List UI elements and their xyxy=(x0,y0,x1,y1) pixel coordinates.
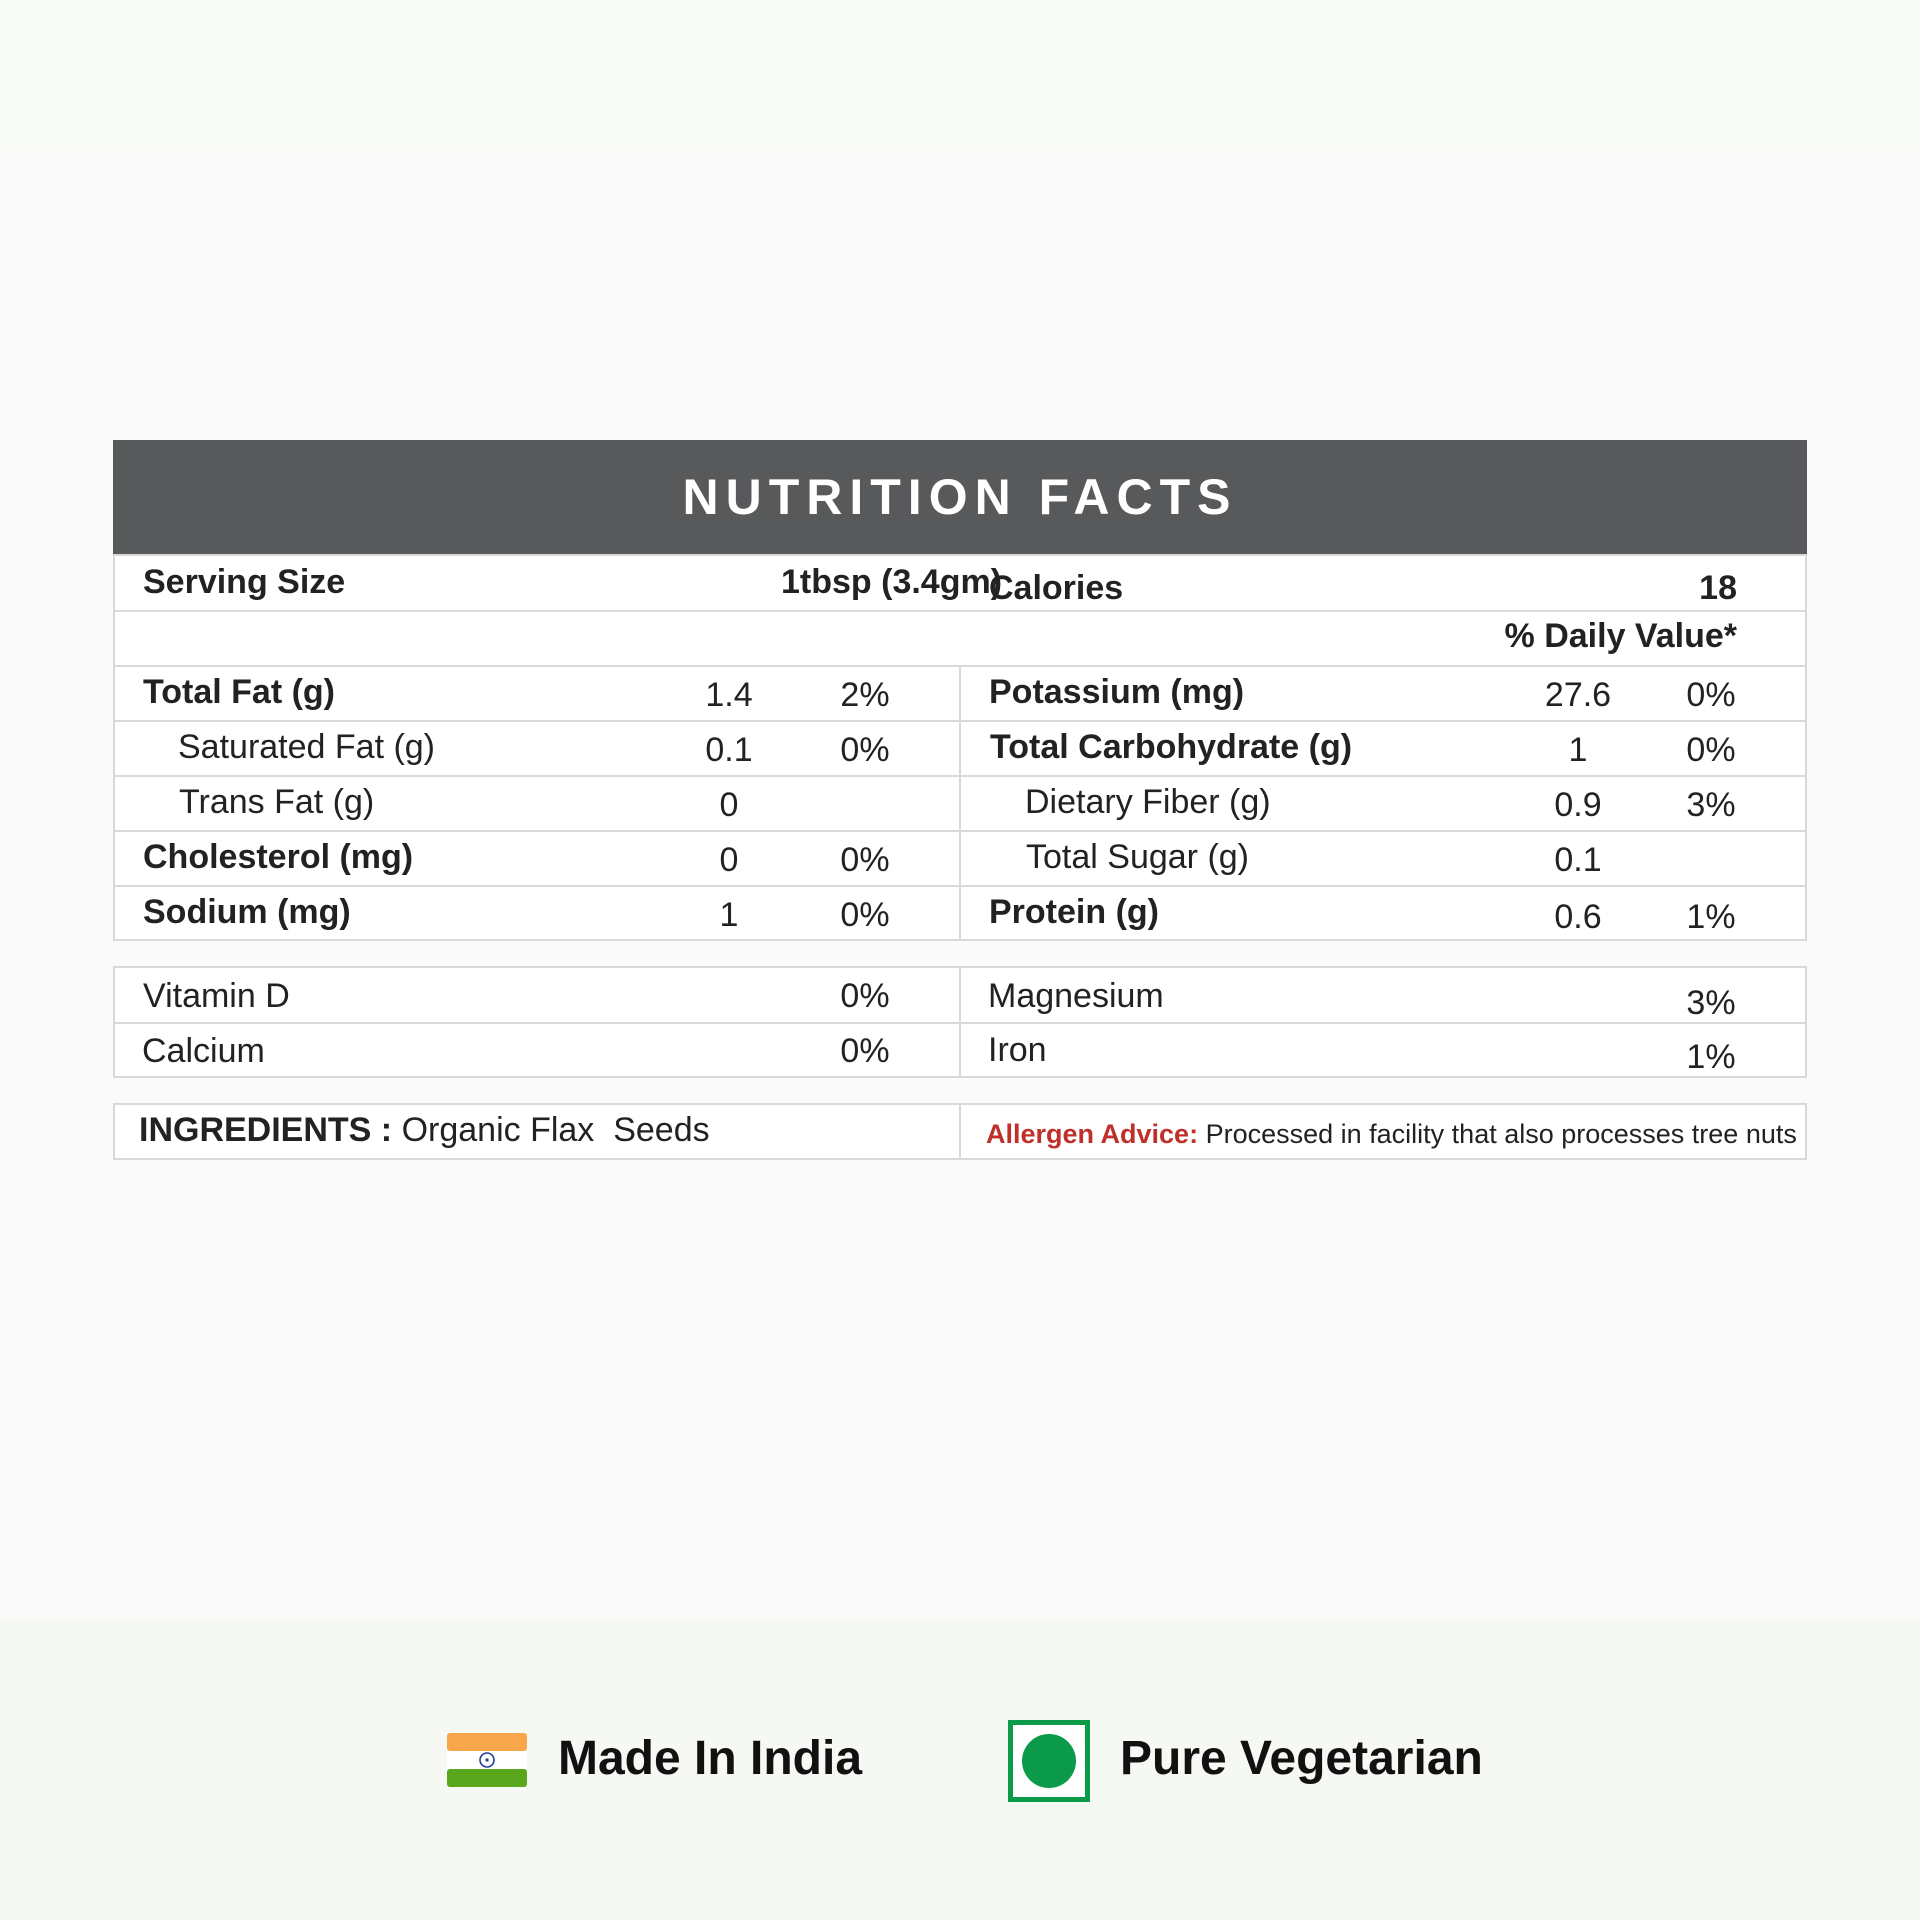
nutrient-amount: 0 xyxy=(719,841,739,879)
nutrient-label: Dietary Fiber (g) xyxy=(1025,783,1271,821)
nutrient-amount: 1.4 xyxy=(705,676,753,714)
serving-size-value: 1tbsp (3.4gm) xyxy=(781,563,1003,601)
divider xyxy=(115,610,1805,612)
ingredients-text xyxy=(139,1110,710,1150)
serving-section xyxy=(113,554,1807,667)
nutrient-amount: 0 xyxy=(719,786,739,824)
india-flag-icon xyxy=(447,1733,527,1787)
divider xyxy=(115,720,1805,722)
nutrients-table xyxy=(113,665,1807,941)
top-band xyxy=(0,0,1920,150)
divider xyxy=(959,667,961,939)
bottom-band xyxy=(0,1620,1920,1920)
nutrient-label: Total Carbohydrate (g) xyxy=(990,728,1353,766)
nutrient-label: Total Sugar (g) xyxy=(1026,838,1249,876)
vitamin-dv: 0% xyxy=(840,977,890,1015)
nutrient-dv: 0% xyxy=(840,896,890,934)
ingredients-label: INGREDIENTS : xyxy=(139,1111,393,1149)
ingredients-section xyxy=(113,1103,1807,1160)
nutrient-label: Potassium (mg) xyxy=(989,673,1245,711)
nutrient-dv: 0% xyxy=(1686,676,1736,714)
nutrient-label: Total Fat (g) xyxy=(143,673,335,711)
nutrient-dv: 3% xyxy=(1686,786,1736,824)
vitamins-table xyxy=(113,966,1807,1078)
daily-value-header: % Daily Value* xyxy=(1504,617,1737,655)
nutrient-label: Protein (g) xyxy=(989,893,1159,931)
nutrient-label: Cholesterol (mg) xyxy=(143,838,414,876)
allergen-text xyxy=(986,1114,1797,1154)
nutrient-amount: 0.9 xyxy=(1554,786,1602,824)
vitamin-label: Vitamin D xyxy=(143,977,290,1015)
nutrient-amount: 27.6 xyxy=(1544,676,1612,714)
vitamin-label: Calcium xyxy=(142,1032,265,1070)
nutrient-dv: 0% xyxy=(840,731,890,769)
vitamin-dv: 3% xyxy=(1686,984,1736,1022)
vitamin-dv: 1% xyxy=(1686,1038,1736,1076)
nutrient-amount: 1 xyxy=(719,896,739,934)
veg-mark-icon xyxy=(1008,1720,1090,1802)
allergen-label: Allergen Advice: xyxy=(986,1119,1199,1149)
divider xyxy=(115,830,1805,832)
pure-vegetarian-label: Pure Vegetarian xyxy=(1120,1732,1483,1785)
vitamin-label: Magnesium xyxy=(988,977,1164,1015)
nutrient-label: Sodium (mg) xyxy=(143,893,351,931)
vitamin-label: Iron xyxy=(988,1031,1047,1069)
divider xyxy=(115,885,1805,887)
ingredients-value: Organic Flax Seeds xyxy=(401,1111,710,1149)
divider xyxy=(115,775,1805,777)
nutrient-dv: 0% xyxy=(1686,731,1736,769)
nutrient-label: Trans Fat (g) xyxy=(179,783,375,821)
nutrition-facts-title: NUTRITION FACTS xyxy=(113,440,1807,554)
nutrient-dv: 1% xyxy=(1686,898,1736,936)
made-in-india-label: Made In India xyxy=(558,1732,863,1785)
nutrient-dv: 2% xyxy=(840,676,890,714)
nutrient-amount: 0.1 xyxy=(705,731,753,769)
serving-size-label: Serving Size xyxy=(143,563,346,601)
nutrient-dv: 0% xyxy=(840,841,890,879)
divider xyxy=(959,1105,961,1158)
nutrient-amount: 0.1 xyxy=(1554,841,1602,879)
divider xyxy=(115,1022,1805,1024)
calories-value: 18 xyxy=(1699,569,1737,607)
nutrient-amount: 1 xyxy=(1568,731,1588,769)
nutrient-amount: 0.6 xyxy=(1554,898,1602,936)
nutrient-label: Saturated Fat (g) xyxy=(178,728,436,766)
calories-label: Calories xyxy=(989,569,1124,607)
allergen-value: Processed in facility that also processes tree nuts xyxy=(1205,1119,1797,1149)
vitamin-dv: 0% xyxy=(840,1032,890,1070)
